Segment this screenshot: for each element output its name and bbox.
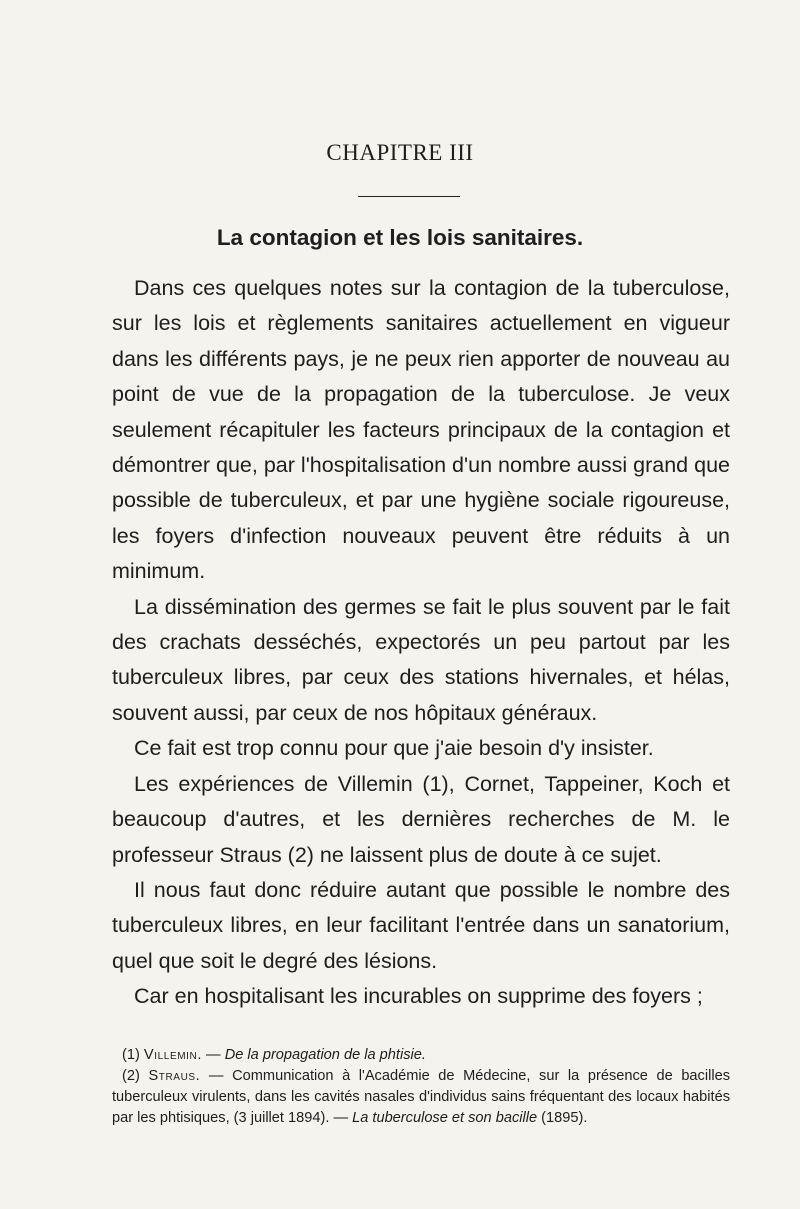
paragraph: Les expériences de Villemin (1), Cornet, Tappeiner, Koch et beaucoup d'autres, et les dernières recherches de M. le professeur Straus (2) ne laissent plus de doute à ce sujet.	[112, 771, 730, 867]
paragraph: Ce fait est trop connu pour que j'aie besoin d'y insister.	[134, 736, 654, 761]
footnote-title: De la propagation de la phtisie.	[224, 1047, 426, 1063]
footnote-title: La tuberculose et son bacille	[352, 1110, 538, 1126]
footnote-text: Communication à l'Académie de Médecine, sur la présence de bacilles tuberculeux virulents, dans les cavités nasales d'individus sains fréquentant des locaux habités par les phtisiques, (3 juillet 1894). —	[112, 1068, 730, 1126]
chapter-title: La contagion et les lois sanitaires.	[216, 225, 584, 250]
footnote-author: Straus.	[148, 1068, 201, 1084]
paragraph: Dans ces quelques notes sur la contagion de la tuberculose, sur les lois et règlements sanitaires actuellement en vigueur dans les différents pays, je ne peux rien apporter de nouveau au point de vue de la propagation de la tuberculose. Je veux seulement récapituler les facteurs principaux de la contagion et démontrer que, par l'hospitalisation d'un nombre aussi grand que possible de tuberculeux, et par une hygiène sociale rigoureuse, les foyers d'infection nouveaux peuvent être réduits à un minimum.	[112, 276, 730, 584]
body-text	[112, 271, 730, 1015]
paragraph: La dissémination des germes se fait le plus souvent par le fait des crachats desséchés, expectorés un peu partout par les tuberculeux libres, par ceux des stations hivernales, et hélas, souvent aussi, par ceux de nos hôpitaux généraux.	[112, 594, 730, 725]
footnote-separator: —	[200, 1068, 233, 1084]
footnotes	[112, 1045, 730, 1129]
footnote-author: Villemin.	[143, 1047, 202, 1063]
footnote	[112, 1066, 730, 1129]
footnote	[112, 1045, 730, 1066]
footnote-mark: (1)	[122, 1047, 140, 1063]
footnote-mark: (2)	[122, 1068, 140, 1084]
paragraph: Il nous faut donc réduire autant que possible le nombre des tuberculeux libres, en leur facilitant l'entrée dans un sanatorium, quel que soit le degré des lésions.	[112, 877, 730, 973]
paragraph: Car en hospitalisant les incurables on supprime des foyers ;	[134, 984, 703, 1009]
chapter-number: CHAPITRE III	[326, 140, 474, 165]
footnote-separator: —	[202, 1047, 225, 1063]
title-divider	[358, 196, 460, 197]
footnote-tail: (1895).	[537, 1110, 588, 1126]
